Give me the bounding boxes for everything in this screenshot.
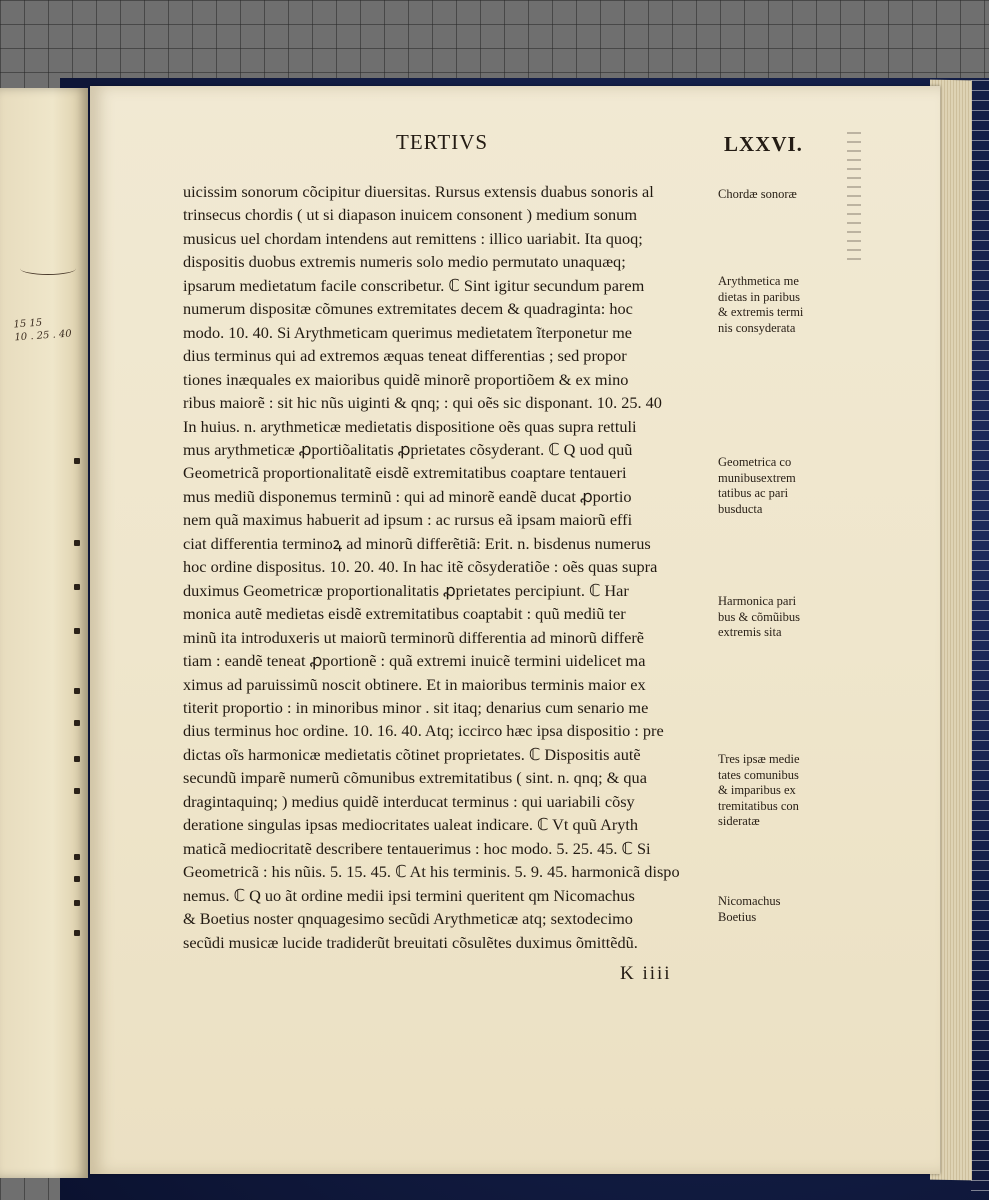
text-line: ximus ad paruissimũ noscit obtinere. Et in maioribus terminis maior ex <box>183 674 646 694</box>
text-line: modo. 10. 40. Si Arythmeticam querimus medietatem ĩterponetur me <box>183 322 632 342</box>
text-line: hoc ordine dispositus. 10. 20. 40. In hac itẽ cõsyderatiõe : oẽs quas supra <box>183 557 658 577</box>
annotation-curve <box>20 262 76 275</box>
text-line: Geometricã : his nũis. 5. 15. 45. ℂ At his terminis. 5. 9. 45. harmonicã dispo <box>183 862 680 882</box>
gloss-line: tatibus ac pari <box>718 486 789 500</box>
left-page-mark <box>74 930 80 936</box>
gloss-arythmetica <box>718 274 848 336</box>
text-line: In huius. n. arythmeticæ medietatis dispositione oẽs quas supra rettuli <box>183 416 637 436</box>
left-page-mark <box>74 628 80 634</box>
left-page-mark <box>74 688 80 694</box>
gloss-line: Arythmetica me <box>718 274 799 288</box>
gloss-line: Geometrica co <box>718 455 792 469</box>
signature-mark: K iiii <box>620 963 672 984</box>
left-page-mark <box>74 584 80 590</box>
text-line: monica autẽ medietas eisdẽ extremitatibus coaptabit : quũ mediũ ter <box>183 604 626 624</box>
gloss-line: Tres ipsæ medie <box>718 752 800 766</box>
text-line: secũdi musicæ lucide tradiderũt breuitati cõsulẽtes duximus õmittẽdũ. <box>183 932 638 952</box>
text-line: mus arythmeticæ ꝓportiõalitatis ꝓprietates cõsyderant. ℂ Q uod quũ <box>183 439 633 459</box>
text-line: musicus uel chordam intendens aut remittens : illico uariabit. Ita quoq; <box>183 228 643 248</box>
left-page-mark <box>74 876 80 882</box>
text-line: minũ ita introduxeris ut maiorũ terminorũ differentia ad minorũ differẽ <box>183 627 645 647</box>
gloss-line: dietas in paribus <box>718 289 800 304</box>
text-line: uicissim sonorum cõcipitur diuersitas. Rursus extensis duabus sonoris al <box>183 182 654 201</box>
running-head: TERTIVS <box>396 130 489 154</box>
gloss-line: tates comunibus <box>718 767 799 782</box>
gloss-nicomachus <box>718 894 848 925</box>
gloss-tres <box>718 752 848 830</box>
gloss-line: & imparibus ex <box>718 783 796 797</box>
gloss-line: busducta <box>718 501 763 516</box>
margin-ink-marks <box>847 132 861 262</box>
text-line: nemus. ℂ Q uo ãt ordine medii ipsi termini queritent qm Nicomachus <box>183 885 635 905</box>
text-line: & Boetius noster qnquagesimo secũdi Arythmeticæ atq; sextodecimo <box>183 909 633 929</box>
ruler-scale <box>971 80 989 1200</box>
text-line: ciat differentia terminoꝝ ad minorũ differẽtiã: Erit. n. bisdenus numerus <box>183 533 651 553</box>
left-page-mark <box>74 854 80 860</box>
annotation-line: 15 15 <box>13 317 43 331</box>
text-line: deratione singulas ipsas mediocritates ualeat indicare. ℂ Vt quũ Aryth <box>183 815 639 835</box>
text-line: dius terminus qui ad extremos æquas teneat differentias ; sed propor <box>183 346 627 366</box>
text-line: secundũ imparẽ numerũ cõmunibus extremitatibus ( sint. n. qnq; & qua <box>183 768 647 788</box>
text-line: titerit proportio : in minoribus minor . sit itaq; denarius cum senario me <box>183 697 649 717</box>
gloss-line: Harmonica pari <box>718 594 797 608</box>
text-line: numerum dispositæ cõmunes extremitates decem & quadraginta: hoc <box>183 299 633 319</box>
gloss-line: Nicomachus <box>718 894 781 908</box>
gloss-line: nis consyderata <box>718 320 796 335</box>
text-line: ribus maiorẽ : sit hic nũs uiginti & qnq; : qui oẽs sic disponant. 10. 25. 40 <box>183 393 662 413</box>
text-line: Geometricã proportionalitatẽ eisdẽ extremitatibus coaptare tentaueri <box>183 463 627 483</box>
gloss-chordae <box>718 187 848 203</box>
text-line: maticã mediocritatẽ describere tentauerimus : hoc modo. 5. 25. 45. ℂ Si <box>183 838 651 858</box>
left-page-mark <box>74 458 80 464</box>
left-page-mark <box>74 720 80 726</box>
text-line: dius terminus hoc ordine. 10. 16. 40. Atq; iccirco hæc ipsa dispositio : pre <box>183 721 664 741</box>
handwritten-annotation <box>13 314 85 345</box>
gloss-line: munibusextrem <box>718 470 796 485</box>
left-page-mark <box>74 540 80 546</box>
text-line: tiam : eandẽ teneat ꝓportionẽ : quã extremi inuicẽ termini uidelicet ma <box>183 651 646 671</box>
gloss-geometrica <box>718 455 848 517</box>
left-page-edge <box>0 88 88 1178</box>
text-line: duximus Geometricæ proportionalitatis ꝓprietates percipiunt. ℂ Har <box>183 580 629 600</box>
text-line: dragintaquinq; ) medius quidẽ interducat terminus : qui uariabili cõsy <box>183 791 635 811</box>
text-line: mus mediũ disponemus terminũ : qui ad minorẽ eandẽ ducat ꝓportio <box>183 486 632 506</box>
folio-number: LXXVI. <box>724 132 803 156</box>
text-line: tiones inæquales ex maioribus quidẽ minorẽ proportiõem & ex mino <box>183 369 629 389</box>
text-line: nem quã maximus habuerit ad ipsum : ac rursus eã ipsam maiorũ effi <box>183 510 633 530</box>
left-page-mark <box>74 900 80 906</box>
text-line: ipsarum medietatum facile conscribetur. ℂ Sint igitur secundum parem <box>183 275 645 295</box>
gloss-line: Chordæ sonoræ <box>718 187 797 201</box>
text-line: dictas oĩs harmonicæ medietatis cõtinet proprietates. ℂ Dispositis autẽ <box>183 744 641 764</box>
gloss-line: Boetius <box>718 909 757 924</box>
gloss-harmonica <box>718 594 848 641</box>
body-text <box>183 180 713 954</box>
left-page-mark <box>74 756 80 762</box>
gloss-line: & extremis termi <box>718 305 804 319</box>
gloss-line: tremitatibus con <box>718 798 799 813</box>
annotation-line: 10 . 25 . 40 <box>14 328 73 344</box>
gloss-line: extremis sita <box>718 625 782 639</box>
left-page-mark <box>74 788 80 794</box>
text-line: dispositis duobus extremis numeris solo medio permutato unaquæq; <box>183 252 626 272</box>
gloss-line: sideratæ <box>718 814 760 828</box>
book-page <box>90 86 940 1174</box>
text-line: trinsecus chordis ( ut si diapason inuicem consonent ) medium sonum <box>183 205 637 225</box>
gloss-line: bus & cõmũibus <box>718 609 800 624</box>
